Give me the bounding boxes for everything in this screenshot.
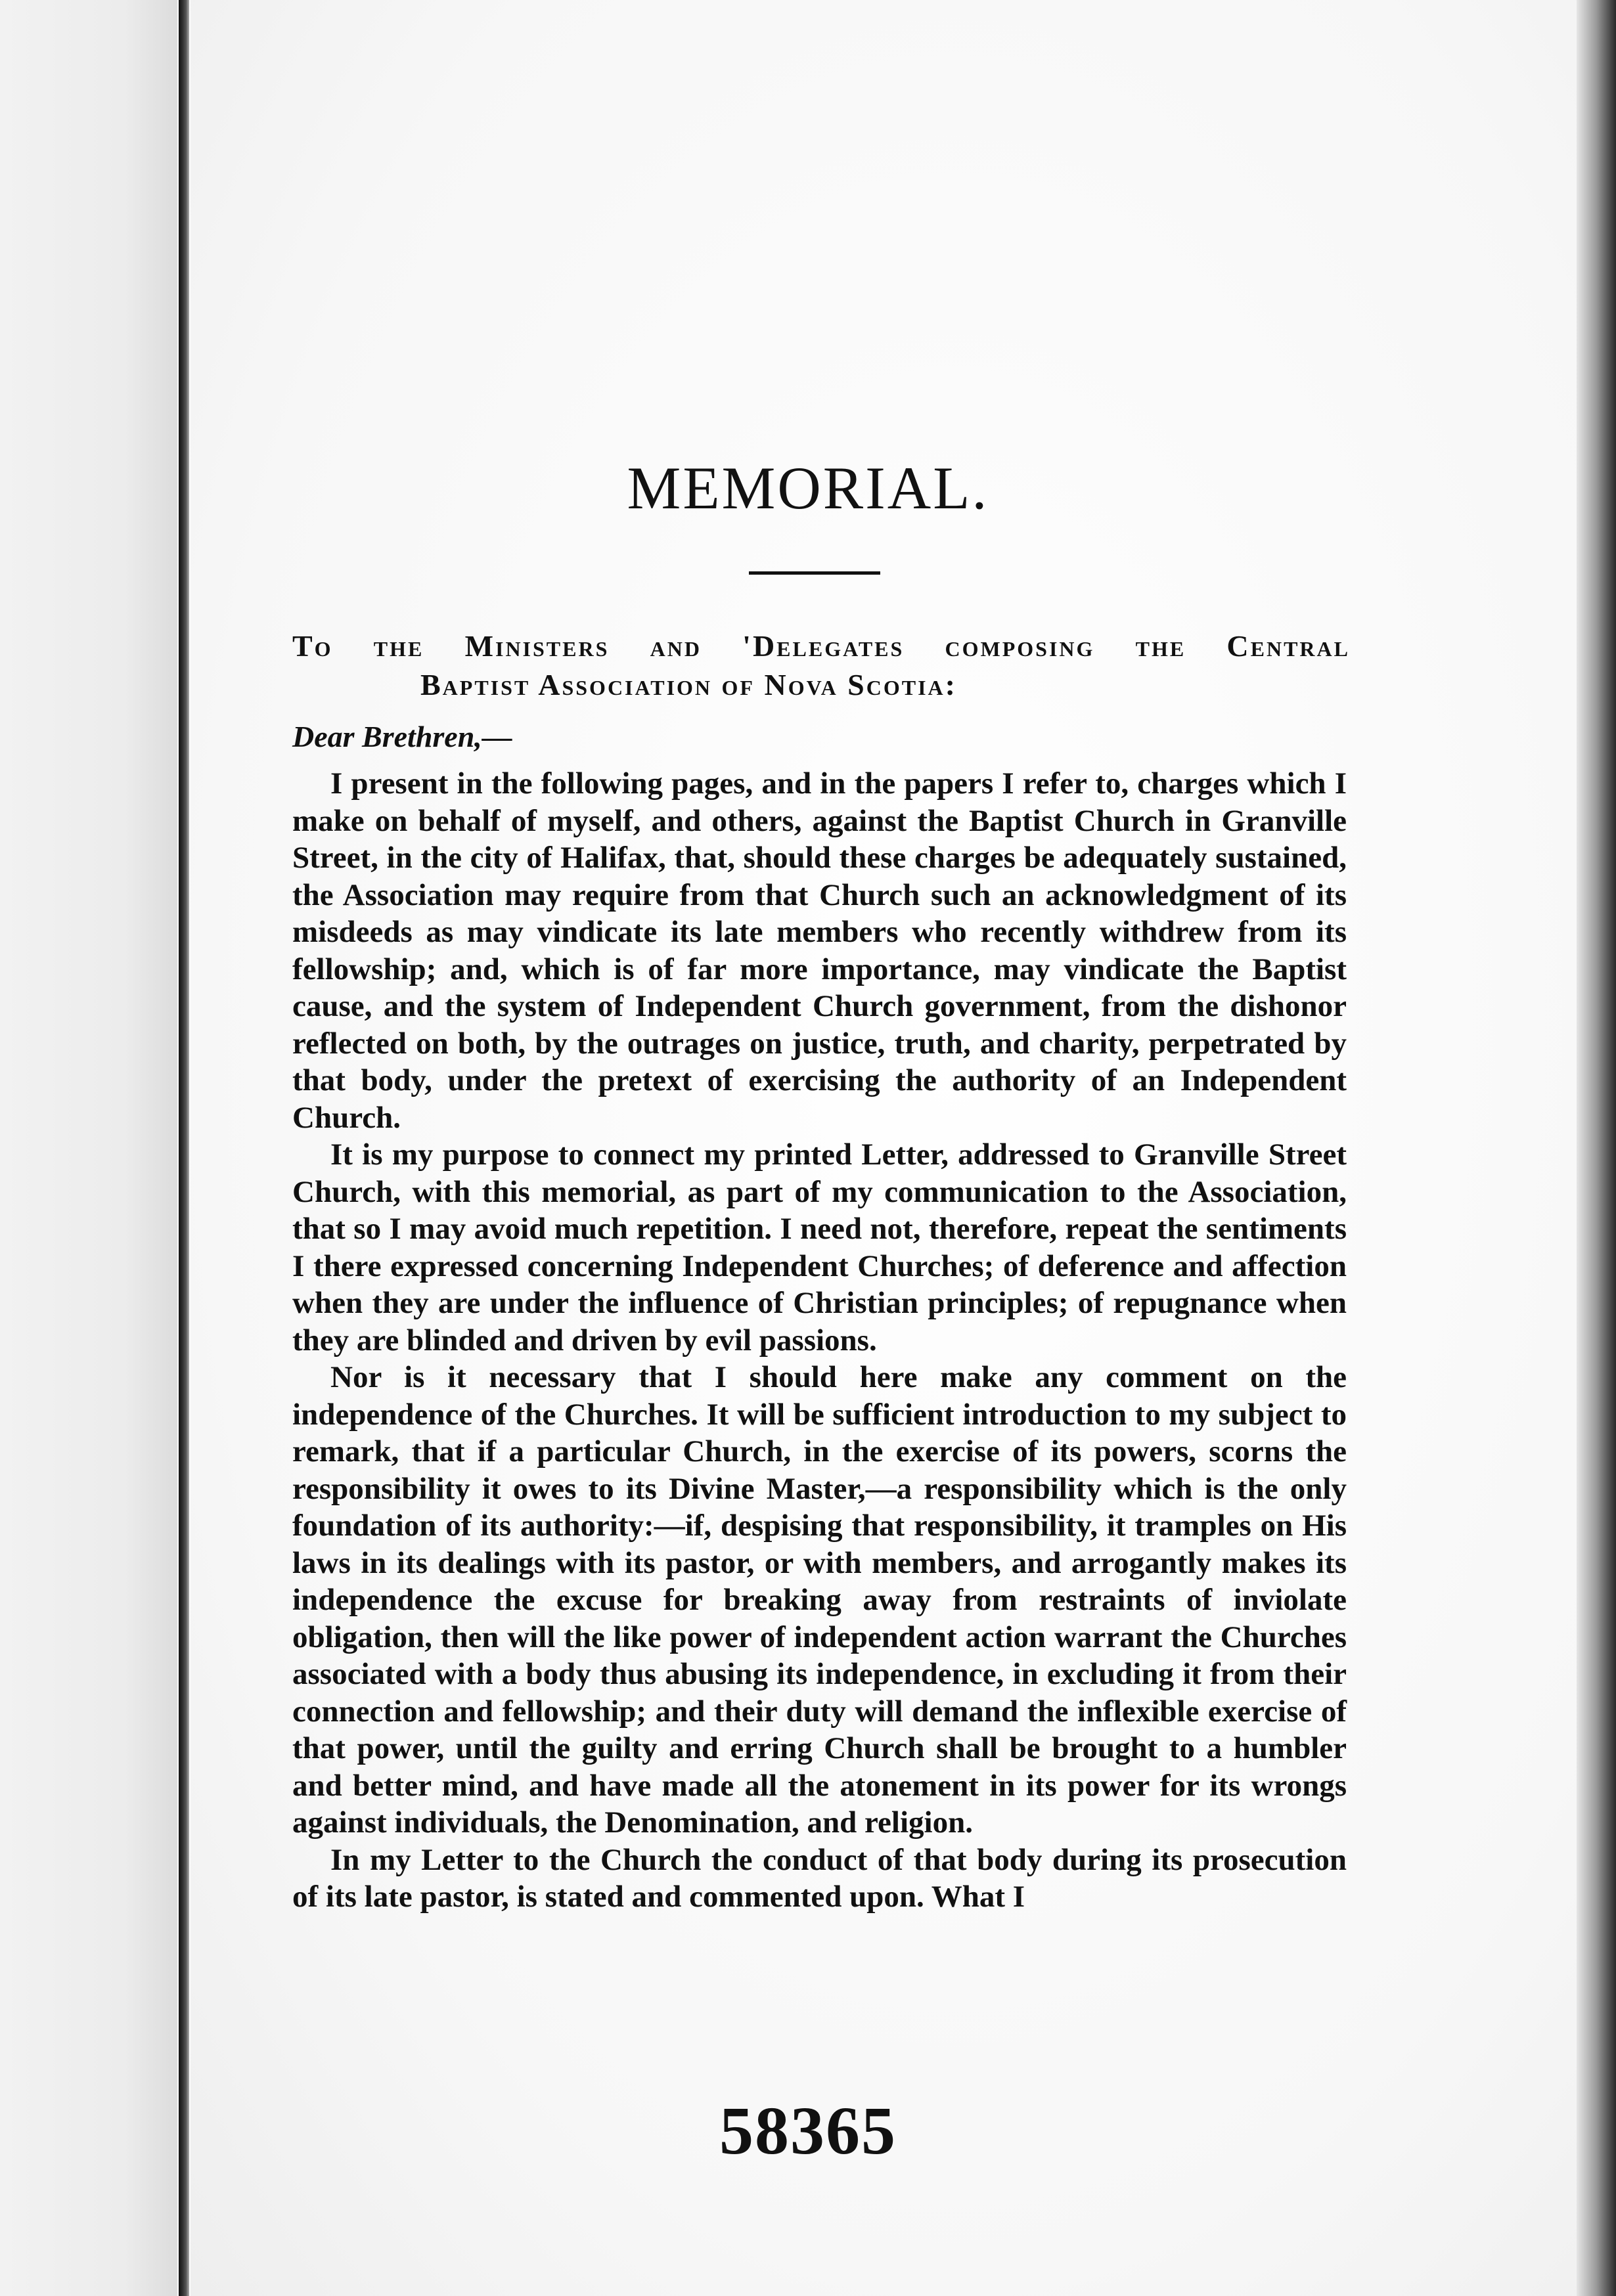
paragraph-2: It is my purpose to connect my printed Letter, addressed to Granville Street Church, with this memorial, as part of my communication to the Association, that so I may avoid much repetition. I need not, therefore, repeat the sentiments I there expressed concerning Independent Churches; of deference and affection when they are under the influence of Christian principles; of repugnance when they are blinded and driven by evil passions. bbox=[292, 1137, 1347, 1358]
address-line-1: To the Ministers and 'Delegates composing the Central bbox=[292, 629, 1350, 663]
scan-binding-edge bbox=[179, 0, 189, 2296]
document-title: MEMORIAL. bbox=[627, 454, 989, 521]
memorial-body bbox=[292, 765, 1347, 1916]
salutation: Dear Brethren,— bbox=[292, 720, 512, 753]
paragraph-1: I present in the following pages, and in the papers I refer to, charges which I make on behalf of myself, and others, against the Baptist Church in Granville Street, in the city of Halifax, that, should these charges be adequately sustained, the Association may require from that Church such an acknowledgment of its misdeeds as may vindicate its late members who recently withdrew from its fellowship; and, which is of far more importance, may vindicate the Baptist cause, and the system of Independent Church government, from the dishonor reflected on both, by the outrages on justice, truth, and charity, perpetrated by that body, under the pretext of exercising the authority of an Independent Church. bbox=[292, 766, 1347, 1135]
scan-left-margin bbox=[0, 0, 177, 2296]
paragraph-3: Nor is it necessary that I should here make any comment on the independence of the Churches. It will be sufficient introduction to my subject to remark, that if a particular Church, in the exercise of its powers, scorns the responsibility it owes to its Divine Master,—a responsibility which is the only foundation of its authority:—if, despising that responsibility, it tramples on His laws in its dealings with its pastor, or with members, and arrogantly makes its independence the excuse for breaking away from restraints of inviolate obligation, then will the like power of independent action warrant the Churches associated with a body thus abusing its independence, in excluding it from their connection and fellowship; and their duty will demand the inflexible exercise of that power, until the guilty and erring Church shall be brought to a humbler and better mind, and have made all the atonement in its power for its wrongs against individuals, the Denomination, and religion. bbox=[292, 1360, 1347, 1840]
catalog-number: 58365 bbox=[719, 2093, 897, 2169]
scan-right-edge bbox=[1577, 0, 1616, 2296]
address-line-2: Baptist Association of Nova Scotia: bbox=[420, 668, 957, 701]
paragraph-4: In my Letter to the Church the conduct of that body during its prosecution of its late pastor, is stated and commented upon. What I bbox=[292, 1842, 1347, 1914]
title-divider bbox=[749, 571, 880, 575]
